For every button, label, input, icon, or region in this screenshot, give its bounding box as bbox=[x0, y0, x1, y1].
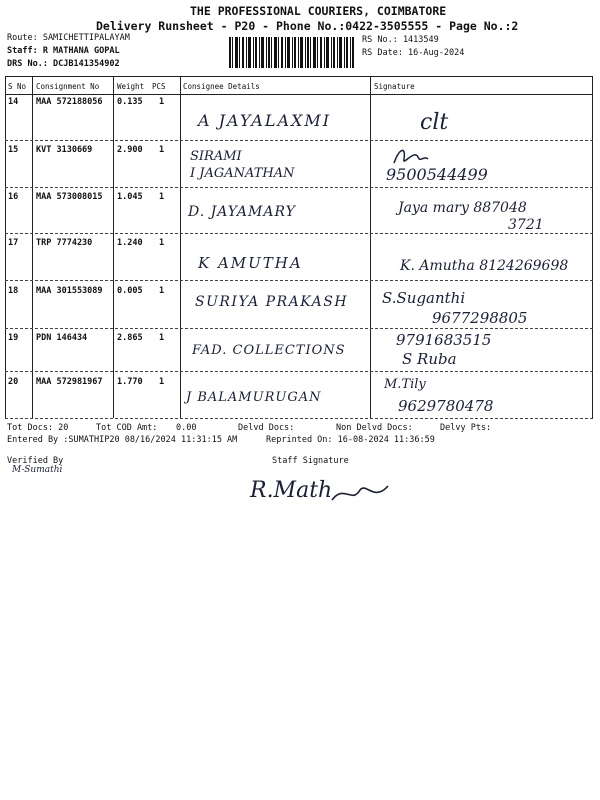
signature-handwriting: S.Suganthi bbox=[382, 289, 466, 307]
col-divider bbox=[5, 76, 6, 418]
col-divider bbox=[180, 76, 181, 418]
row-sno: 18 bbox=[8, 286, 19, 296]
rs-number: RS No.: 1413549 bbox=[362, 35, 439, 45]
row-consignment: PDN 146434 bbox=[36, 333, 88, 343]
drs-label: DRS No.: DCJB141354902 bbox=[7, 59, 120, 69]
signature-handwriting: 9629780478 bbox=[398, 397, 494, 415]
row-pcs: 1 bbox=[159, 145, 165, 155]
col-weight: Weight bbox=[117, 82, 145, 91]
row-weight: 2.900 bbox=[117, 145, 143, 155]
row-separator bbox=[5, 187, 593, 188]
row-pcs: 1 bbox=[159, 97, 165, 107]
col-signature: Signature bbox=[374, 82, 415, 91]
rs-date: RS Date: 16-Aug-2024 bbox=[362, 48, 465, 58]
row-consignment: MAA 301553089 bbox=[36, 286, 103, 296]
row-separator bbox=[5, 280, 593, 281]
company-title: THE PROFESSIONAL COURIERS, COIMBATORE bbox=[190, 4, 447, 18]
staff-label: Staff: R MATHANA GOPAL bbox=[7, 46, 120, 56]
col-consignee: Consignee Details bbox=[183, 82, 260, 91]
consignee-handwriting: K AMUTHA bbox=[198, 254, 303, 272]
row-sno: 19 bbox=[8, 333, 19, 343]
row-sno: 17 bbox=[8, 238, 19, 248]
route-label: Route: SAMICHETTIPALAYAM bbox=[7, 33, 130, 43]
col-pcs: PCS bbox=[152, 82, 166, 91]
signature-handwriting: M.Tily bbox=[384, 377, 426, 392]
row-sno: 20 bbox=[8, 377, 19, 387]
col-consignment: Consignment No bbox=[36, 82, 100, 91]
row-weight: 0.135 bbox=[117, 97, 143, 107]
signature-handwriting: 9677298805 bbox=[432, 309, 528, 327]
row-pcs: 1 bbox=[159, 333, 165, 343]
row-consignment: TRP 7774230 bbox=[36, 238, 93, 248]
signature-handwriting: K. Amutha 8124269698 bbox=[400, 258, 569, 274]
col-divider bbox=[113, 76, 114, 418]
row-pcs: 1 bbox=[159, 286, 165, 296]
delvy-pts: Delvy Pts: bbox=[440, 423, 492, 433]
runsheet-subtitle: Delivery Runsheet - P20 - Phone No.:0422-3505555 - Page No.:2 bbox=[96, 19, 519, 33]
row-consignment: MAA 573008015 bbox=[36, 192, 103, 202]
barcode-image bbox=[229, 37, 354, 68]
consignee-handwriting: J BALAMURUGAN bbox=[186, 390, 322, 405]
row-weight: 2.865 bbox=[117, 333, 143, 343]
reprinted-on: Reprinted On: 16-08-2024 11:36:59 bbox=[266, 435, 435, 445]
row-separator bbox=[5, 328, 593, 329]
row-sno: 14 bbox=[8, 97, 19, 107]
row-sno: 15 bbox=[8, 145, 19, 155]
signature-handwriting: Jaya mary 887048 bbox=[398, 200, 527, 216]
tot-docs: Tot Docs: 20 bbox=[7, 423, 69, 433]
tot-cod-value: 0.00 bbox=[176, 423, 197, 433]
staff-signature-handwriting: R.Math bbox=[250, 478, 333, 503]
consignee-handwriting: FAD. COLLECTIONS bbox=[192, 343, 346, 358]
col-divider bbox=[370, 76, 371, 418]
signature-handwriting: clt bbox=[420, 110, 449, 135]
signature-handwriting: 3721 bbox=[508, 217, 544, 233]
row-weight: 1.770 bbox=[117, 377, 143, 387]
staff-signature-flourish bbox=[330, 480, 390, 508]
row-weight: 1.045 bbox=[117, 192, 143, 202]
row-consignment: KVT 3130669 bbox=[36, 145, 93, 155]
consignee-handwriting: D. JAYAMARY bbox=[188, 204, 296, 220]
consignee-handwriting: A JAYALAXMI bbox=[198, 111, 332, 130]
row-sno: 16 bbox=[8, 192, 19, 202]
consignee-handwriting: SIRAMI bbox=[190, 149, 242, 164]
tot-cod-label: Tot COD Amt: bbox=[96, 423, 158, 433]
row-separator bbox=[5, 371, 593, 372]
row-consignment: MAA 572188056 bbox=[36, 97, 103, 107]
signature-scribble bbox=[390, 145, 430, 169]
row-separator bbox=[5, 140, 593, 141]
non-delvd-docs: Non Delvd Docs: bbox=[336, 423, 413, 433]
row-pcs: 1 bbox=[159, 192, 165, 202]
row-weight: 0.005 bbox=[117, 286, 143, 296]
row-pcs: 1 bbox=[159, 238, 165, 248]
consignee-handwriting: I JAGANATHAN bbox=[190, 166, 295, 181]
staff-signature-label: Staff Signature bbox=[272, 456, 349, 466]
verified-by-label: Verified By bbox=[7, 456, 64, 466]
signature-handwriting: 9791683515 bbox=[396, 331, 492, 349]
signature-handwriting: S Ruba bbox=[402, 350, 457, 368]
col-divider bbox=[592, 76, 593, 418]
verifier-signature: M-Sumathi bbox=[12, 465, 63, 475]
row-consignment: MAA 572981967 bbox=[36, 377, 103, 387]
delvd-docs: Delvd Docs: bbox=[238, 423, 295, 433]
entered-by: Entered By :SUMATHIP20 08/16/2024 11:31:15 AM bbox=[7, 435, 238, 445]
col-sno: S No bbox=[8, 82, 27, 91]
row-weight: 1.240 bbox=[117, 238, 143, 248]
signature-handwriting: 9500544499 bbox=[386, 165, 488, 184]
table-top-border bbox=[5, 76, 593, 77]
col-divider bbox=[32, 76, 33, 418]
table-bottom-border bbox=[5, 418, 593, 419]
table-header-border bbox=[5, 94, 593, 95]
consignee-handwriting: SURIYA PRAKASH bbox=[195, 294, 349, 310]
row-pcs: 1 bbox=[159, 377, 165, 387]
row-separator bbox=[5, 233, 593, 234]
